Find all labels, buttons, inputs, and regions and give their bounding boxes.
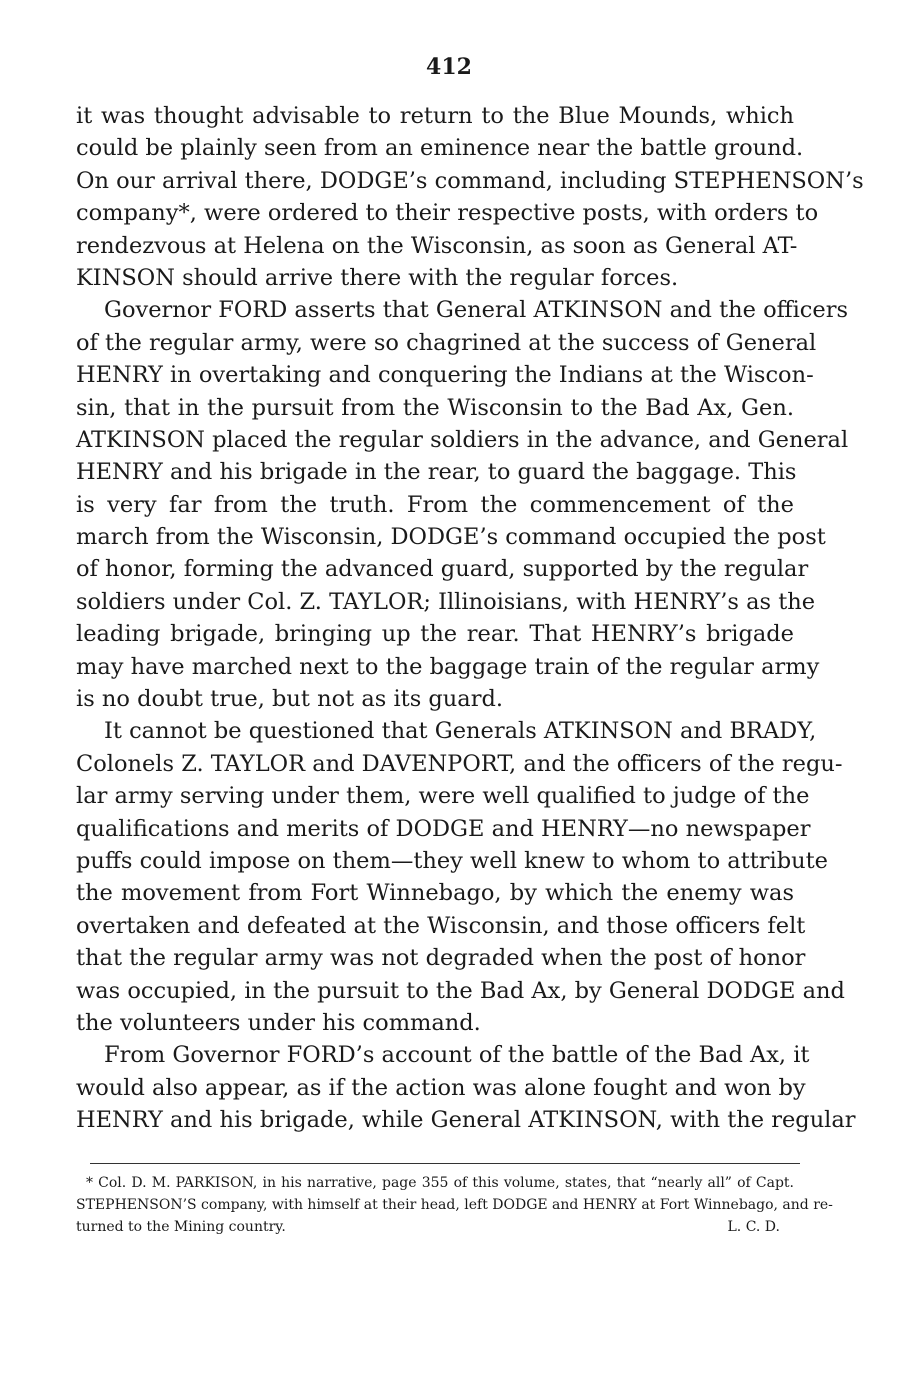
text-line: of the regular army, were so chagrined at the success of General [76, 329, 817, 356]
text-line: the movement from Fort Winnebago, by which the enemy was [76, 880, 794, 907]
text-line: sin, that in the pursuit from the Wisconsin to the Bad Ax, Gen. [76, 394, 794, 421]
text-line: soldiers under Col. Z. TAYLOR; Illinoisians, with HENRY’s as the [76, 588, 816, 615]
text-line: HENRY and his brigade in the rear, to guard the baggage. This [76, 459, 797, 486]
text-line: qualifications and merits of DODGE and HENRY—no newspaper [76, 815, 811, 842]
text-line: the volunteers under his command. [76, 1009, 481, 1036]
text-line: overtaken and defeated at the Wisconsin, and those officers felt [76, 912, 806, 939]
footnote-line: * Col. D. M. PARKISON, in his narrative, page 355 of this volume, states, that “nearly all” of Capt. [86, 1175, 794, 1191]
text-line: puffs could impose on them—they well knew to whom to attribute [76, 847, 828, 874]
text-line: rendezvous at Helena on the Wisconsin, as soon as General AT- [76, 232, 798, 259]
text-line: HENRY in overtaking and conquering the Indians at the Wiscon- [76, 362, 814, 389]
text-line: Governor FORD asserts that General ATKINSON and the officers [104, 297, 849, 324]
text-line: lar army serving under them, were well qualified to judge of the [76, 783, 810, 810]
text-line: From Governor FORD’s account of the battle of the Bad Ax, it [104, 1042, 810, 1069]
text-line: ATKINSON placed the regular soldiers in the advance, and General [76, 426, 849, 453]
text-line: is very far from the truth. From the commencement of the [76, 491, 794, 518]
text-line: was occupied, in the pursuit to the Bad Ax, by General DODGE and [76, 977, 845, 1004]
footnote-last-line [76, 1216, 794, 1238]
body-text [76, 100, 864, 1137]
text-line: march from the Wisconsin, DODGE’s command occupied the post [76, 524, 826, 551]
footnote [76, 1172, 833, 1238]
footnote-line: turned to the Mining country. [76, 1219, 286, 1235]
text-line: is no doubt true, but not as its guard. [76, 686, 504, 713]
text-line: HENRY and his brigade, while General ATKINSON, with the regular [76, 1107, 856, 1134]
text-line: of honor, forming the advanced guard, supported by the regular [76, 556, 809, 583]
text-line: could be plainly seen from an eminence near the battle ground. [76, 135, 804, 162]
text-line: company*, were ordered to their respective posts, with orders to [76, 200, 819, 227]
text-line: Colonels Z. TAYLOR and DAVENPORT, and the officers of the regu- [76, 750, 843, 777]
footnote-divider [90, 1163, 800, 1164]
text-line: KINSON should arrive there with the regular forces. [76, 264, 679, 291]
footnote-line: STEPHENSON’S company, with himself at their head, left DODGE and HENRY at Fort Winnebago, and re- [76, 1197, 833, 1213]
text-line: it was thought advisable to return to the Blue Mounds, which [76, 103, 794, 129]
text-line: leading brigade, bringing up the rear. That HENRY’s brigade [76, 621, 794, 648]
page-number: 412 [426, 54, 472, 80]
text-line: may have marched next to the baggage train of the regular army [76, 653, 820, 680]
text-line: would also appear, as if the action was alone fought and won by [76, 1074, 806, 1101]
text-line: On our arrival there, DODGE’s command, including STEPHENSON’s [76, 167, 864, 194]
footnote-signature: L. C. D. [727, 1219, 780, 1235]
text-line: It cannot be questioned that Generals ATKINSON and BRADY, [104, 718, 817, 745]
text-line: that the regular army was not degraded when the post of honor [76, 945, 806, 972]
